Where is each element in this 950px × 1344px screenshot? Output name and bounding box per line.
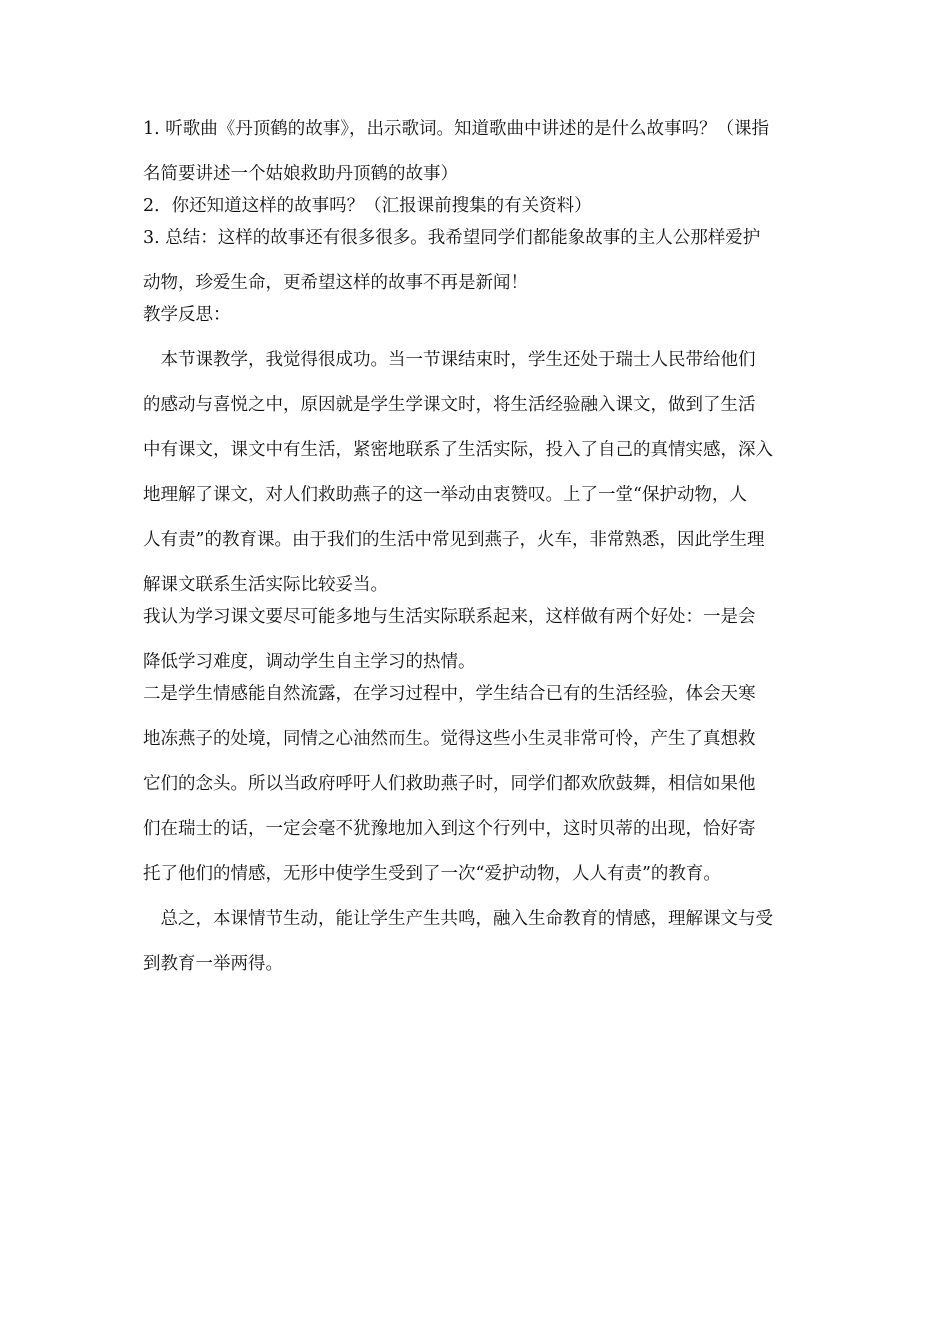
- text-line: 降低学习难度，调动学生自主学习的热情。: [143, 652, 476, 672]
- text-line: 1. 听歌曲《丹顶鹤的故事》，出示歌词。知道歌曲中讲述的是什么故事吗？（课指: [143, 119, 770, 139]
- text-line: 名简要讲述一个姑娘救助丹顶鹤的故事）: [143, 164, 458, 184]
- text-line: 它们的念头。所以当政府呼吁人们救助燕子时，同学们都欢欣鼓舞，相信如果他: [143, 774, 756, 794]
- text-line: 二是学生情感能自然流露，在学习过程中，学生结合已有的生活经验，体会天寒: [143, 684, 756, 704]
- section-heading: 教学反思：: [143, 305, 231, 325]
- text-line: 的感动与喜悦之中，原因就是学生学课文时，将生活经验融入课文，做到了生活: [143, 395, 756, 415]
- text-line: 地理解了课文，对人们救助燕子的这一举动由衷赞叹。上了一堂“保护动物，人: [143, 485, 747, 505]
- document-body: [143, 118, 811, 975]
- text-line: 到教育一举两得。: [143, 954, 283, 974]
- text-line: 们在瑞士的话，一定会毫不犹豫地加入到这个行列中，这时贝蒂的出现，恰好寄: [143, 819, 756, 839]
- text-line: 我认为学习课文要尽可能多地与生活实际联系起来，这样做有两个好处：一是会: [143, 607, 756, 627]
- text-line: 人有责”的教育课。由于我们的生活中常见到燕子，火车，非常熟悉，因此学生理: [143, 530, 765, 550]
- text-line: 中有课文，课文中有生活，紧密地联系了生活实际，投入了自己的真情实感，深入: [143, 440, 773, 460]
- text-line: 地冻燕子的处境，同情之心油然而生。觉得这些小生灵非常可怜，产生了真想救: [143, 729, 756, 749]
- text-line: 2．你还知道这样的故事吗？（汇报课前搜集的有关资料）: [143, 196, 592, 216]
- text-line: 动物，珍爱生命，更希望这样的故事不再是新闻！: [143, 273, 528, 293]
- text-line: 托了他们的情感，无形中使学生受到了一次“爱护动物，人人有责”的教育。: [143, 864, 721, 884]
- text-line: 总之，本课情节生动，能让学生产生共鸣，融入生命教育的情感，理解课文与受: [143, 909, 773, 929]
- text-line: 本节课教学，我觉得很成功。当一节课结束时，学生还处于瑞士人民带给他们: [143, 350, 756, 370]
- text-line: 解课文联系生活实际比较妥当。: [143, 575, 388, 595]
- text-line: 3. 总结：这样的故事还有很多很多。我希望同学们都能象故事的主人公那样爱护: [143, 228, 761, 248]
